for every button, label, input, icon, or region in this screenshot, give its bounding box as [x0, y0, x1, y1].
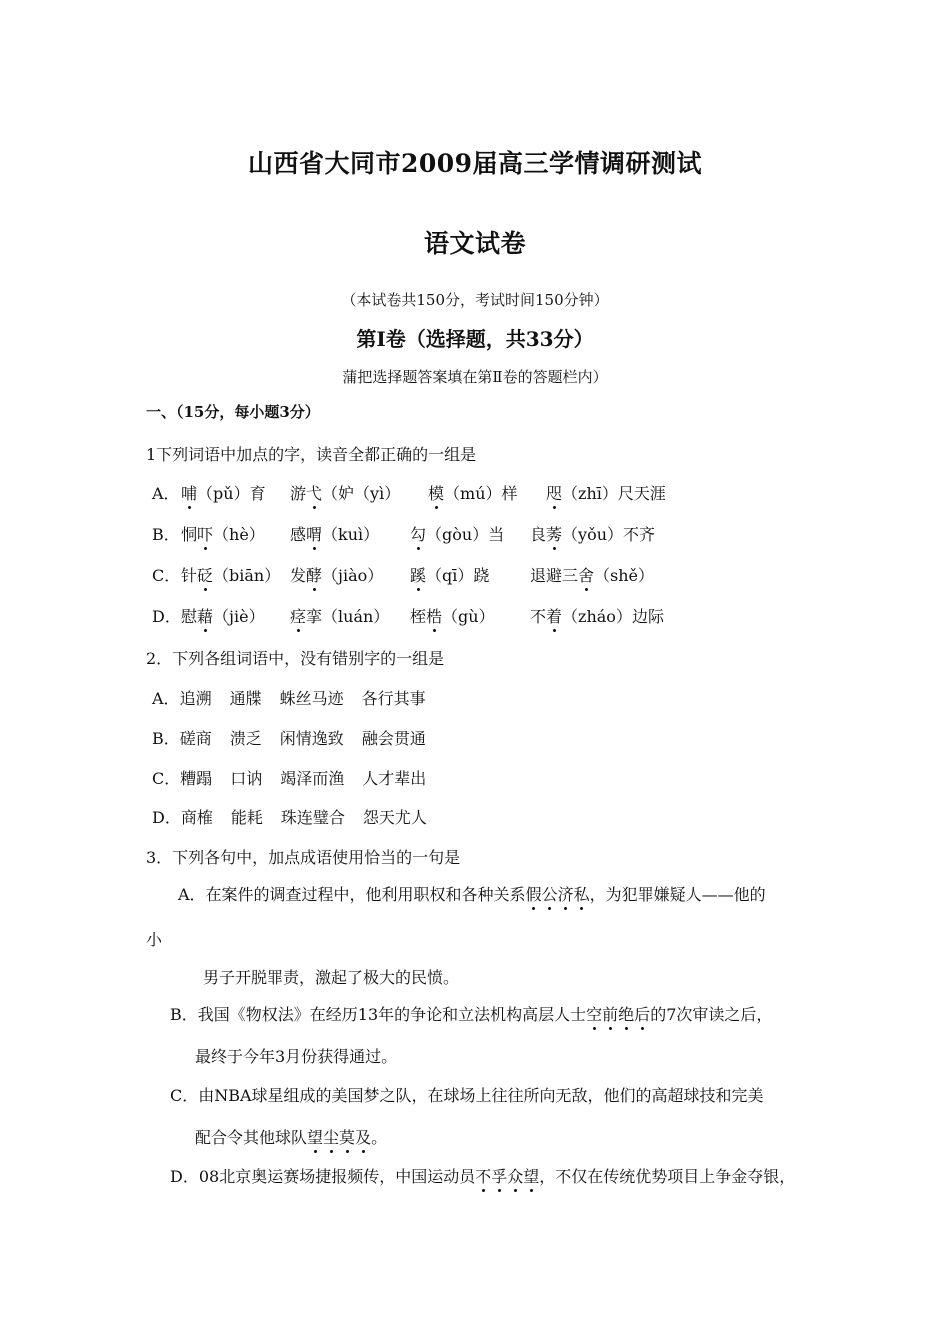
option-text: 配合令其他球队 — [195, 1128, 308, 1147]
word-item: 模（mú）样 — [428, 481, 518, 504]
dotted-char: 勾 — [410, 522, 426, 545]
word: 蛛丝马迹 — [279, 689, 344, 708]
page-title: 山西省大同市2009届高三学情调研测试 — [247, 149, 703, 178]
option-text: D．08北京奥运赛场捷报频传，中国运动员 — [170, 1167, 476, 1186]
question-3-option-c-line2 — [195, 1125, 387, 1148]
option-letter: D． — [152, 607, 181, 626]
word: 口讷 — [230, 769, 263, 788]
word: 怨天尤人 — [362, 808, 427, 827]
dotted-char: 莠 — [546, 522, 562, 545]
dotted-char: 哺 — [181, 481, 197, 504]
exam-note: （本试卷共150分，考试时间150分钟） — [341, 291, 609, 309]
question-1-stem: 1下列词语中加点的字，读音全都正确的一组是 — [146, 445, 477, 464]
dotted-char: 着 — [546, 604, 562, 627]
question-3-option-a-cont: 小 — [146, 930, 163, 949]
word-item: 感喟（kuì） — [290, 522, 379, 545]
question-2-option-b: B．磋商 溃乏 闲情逸致 融会贯通 — [152, 729, 426, 748]
dotted-char: 舍 — [578, 563, 594, 586]
word: 磋商 — [179, 729, 212, 748]
question-1-option-c — [152, 563, 180, 586]
dotted-char: 藉 — [197, 604, 213, 627]
question-3-option-b-line2: 最终于今年3月份获得通过。 — [195, 1047, 398, 1066]
dotted-char: 喟 — [306, 522, 322, 545]
word-item: 不着（zháo）边际 — [530, 604, 664, 627]
option-letter: A． — [152, 484, 180, 503]
option-text: 的7次审读之后， — [650, 1005, 773, 1024]
question-2-option-a: A．追溯 通牒 蛛丝马迹 各行其事 — [152, 689, 426, 708]
option-letter: B． — [152, 525, 180, 544]
option-text: ，为犯罪嫌疑人——他的 — [589, 885, 766, 904]
word-item: 发酵（jiào） — [290, 563, 383, 586]
instruction: 蒲把选择题答案填在第Ⅱ卷的答题栏内） — [342, 368, 608, 386]
word-item: 桎梏（gù） — [410, 604, 495, 627]
question-3-option-b — [170, 1002, 772, 1025]
question-3-option-c: C．由NBA球星组成的美国梦之队，在球场上往往所向无敌，他们的高超球技和完美 — [170, 1086, 764, 1105]
option-text: ，不仅在传统优势项目上争金夺银， — [539, 1167, 796, 1186]
word: 融会贯通 — [361, 729, 426, 748]
word: 竭泽而渔 — [280, 769, 345, 788]
option-text: 。 — [371, 1128, 388, 1147]
page-subtitle: 语文试卷 — [423, 229, 526, 258]
question-3-stem: 3．下列各句中，加点成语使用恰当的一句是 — [146, 848, 461, 867]
word-item: 针砭（biān） — [181, 563, 280, 586]
dotted-idiom: 望尘莫及 — [307, 1128, 371, 1147]
word-item: 勾（gòu）当 — [410, 522, 504, 545]
question-1-option-d — [152, 604, 181, 627]
question-3-option-a-line2: 男子开脱罪责，激起了极大的民愤。 — [203, 968, 460, 987]
word-item: 蹊（qī）跷 — [410, 563, 489, 586]
dotted-char: 模 — [428, 481, 444, 504]
word: 商榷 — [180, 808, 213, 827]
word: 追溯 — [179, 689, 212, 708]
option-text: B．我国《物权法》在经历13年的争论和立法机构高层人士 — [170, 1005, 587, 1024]
dotted-char: 砭 — [197, 563, 213, 586]
dotted-char: 咫 — [546, 481, 562, 504]
word-item: 咫（zhī）尺天涯 — [546, 481, 666, 504]
word: 珠连璧合 — [280, 808, 345, 827]
question-1-option-a — [152, 481, 180, 504]
word: 糟蹋 — [180, 769, 213, 788]
dotted-char: 吓 — [197, 522, 213, 545]
option-text: A．在案件的调查过程中，他利用职权和各种关系 — [178, 885, 526, 904]
question-2-stem: 2．下列各组词语中，没有错别字的一组是 — [146, 649, 445, 668]
dotted-char: 痉 — [290, 604, 306, 627]
question-2-option-c: C．糟蹋 口讷 竭泽而渔 人才辈出 — [152, 769, 427, 788]
word: 通牒 — [229, 689, 262, 708]
dotted-char: 梏 — [426, 604, 442, 627]
dotted-char: 弋 — [306, 481, 322, 504]
section-heading: 一、（15分，每小题3分） — [146, 403, 320, 421]
word-item: 痉挛（luán） — [290, 604, 389, 627]
dotted-idiom: 不孚众望 — [475, 1167, 539, 1186]
part-title: 第Ⅰ卷（选择题，共33分） — [356, 327, 594, 351]
dotted-char: 蹊 — [410, 563, 426, 586]
word: 溃乏 — [229, 729, 262, 748]
word: 能耗 — [230, 808, 263, 827]
dotted-char: 酵 — [306, 563, 322, 586]
word: 人才辈出 — [362, 769, 427, 788]
dotted-idiom: 空前绝后 — [586, 1005, 650, 1024]
dotted-idiom: 假公济私 — [526, 885, 590, 904]
question-3-option-d — [170, 1164, 795, 1187]
word: 各行其事 — [361, 689, 426, 708]
word-item: 哺（pǔ）育 — [181, 481, 266, 504]
word: 闲情逸致 — [279, 729, 344, 748]
word-item: 良莠（yǒu）不齐 — [530, 522, 655, 545]
question-3-option-a — [178, 882, 766, 905]
question-1-option-b — [152, 522, 180, 545]
word-item: 慰藉（jiè） — [181, 604, 265, 627]
option-letter: C． — [152, 566, 181, 585]
word-item: 退避三舍（shě） — [530, 563, 654, 586]
question-2-option-d: D．商榷 能耗 珠连璧合 怨天尤人 — [152, 808, 427, 827]
word-item: 恫吓（hè） — [181, 522, 265, 545]
word-item: 游弋（妒（yì） — [290, 481, 400, 504]
